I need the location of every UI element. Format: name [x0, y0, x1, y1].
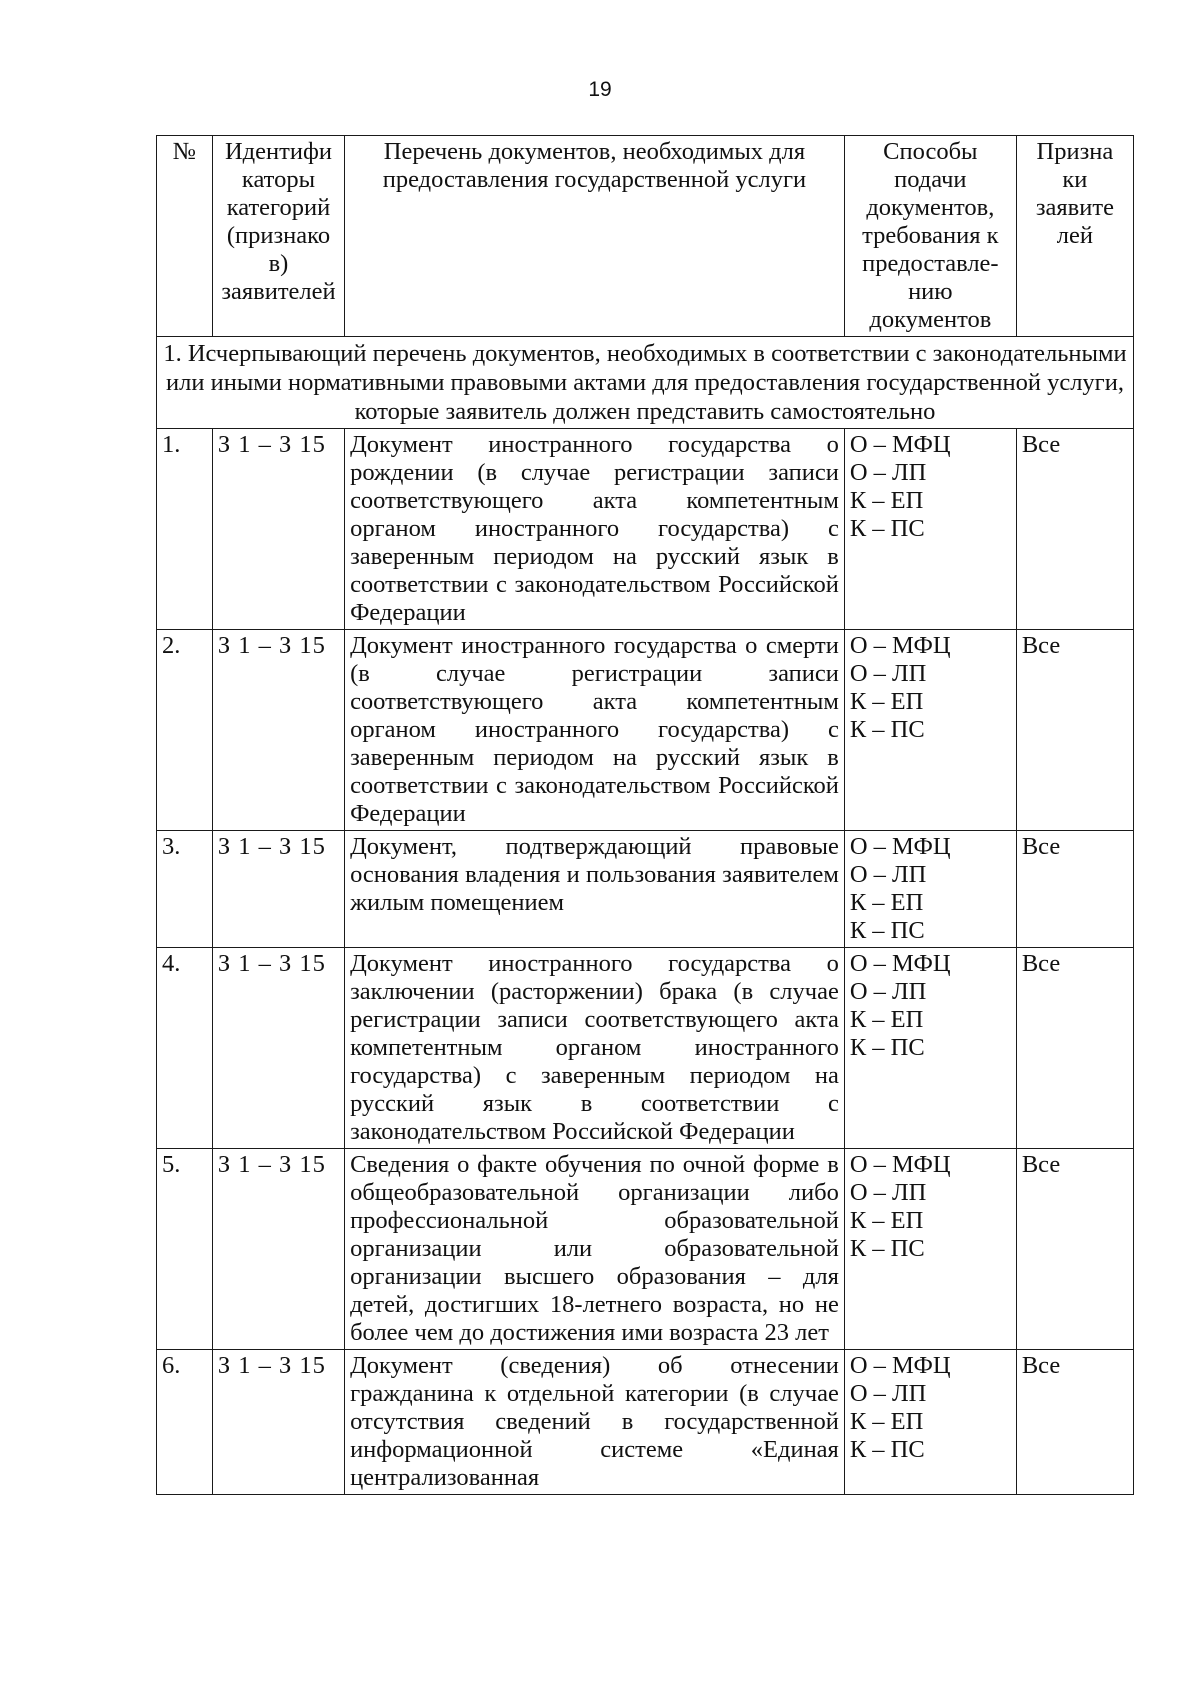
- row-identifiers: З 1 – З 15: [212, 831, 344, 948]
- table-row: [157, 630, 1134, 831]
- header-signs: Призна ки заявите лей: [1016, 136, 1133, 337]
- row-submission: О – МФЦ О – ЛП К – ЕП К – ПС: [844, 948, 1016, 1149]
- row-number: 2.: [157, 630, 213, 831]
- row-submission: О – МФЦ О – ЛП К – ЕП К – ПС: [844, 831, 1016, 948]
- table-row: [157, 1350, 1134, 1495]
- row-signs: Все: [1016, 1149, 1133, 1350]
- header-identifiers: Идентифи каторы категорий (признако в) заявителей: [212, 136, 344, 337]
- table-row: [157, 429, 1134, 630]
- section-title-row: [157, 337, 1134, 429]
- row-document: Документ, подтверждающий правовые основания владения и пользования заявителем жилым помещением: [345, 831, 845, 948]
- table-row: [157, 1149, 1134, 1350]
- row-document: Документ иностранного государства о заключении (расторжении) брака (в случае регистрации записи соответствующего акта компетентным органом иностранного государства) с заверенным периодом на русский язык в соответствии с законодательством Российской Федерации: [345, 948, 845, 1149]
- header-number: №: [157, 136, 213, 337]
- row-document: Документ иностранного государства о рождении (в случае регистрации записи соответствующего акта компетентным органом иностранного государства) с заверенным периодом на русский язык в соответствии с законодательством Российской Федерации: [345, 429, 845, 630]
- row-document: Сведения о факте обучения по очной форме в общеобразовательной организации либо профессиональной образовательной организации или образовательной организации высшего образования – для детей, достигших 18-летнего возраста, но не более чем до достижения ими возраста 23 лет: [345, 1149, 845, 1350]
- row-number: 5.: [157, 1149, 213, 1350]
- row-identifiers: З 1 – З 15: [212, 1350, 344, 1495]
- table-header-row: [157, 136, 1134, 337]
- row-submission: О – МФЦ О – ЛП К – ЕП К – ПС: [844, 429, 1016, 630]
- row-number: 1.: [157, 429, 213, 630]
- section-title: 1. Исчерпывающий перечень документов, необходимых в соответствии с законодательными или иными нормативными правовыми актами для предоставления государственной услуги, которые заявитель должен представить самостоятельно: [157, 337, 1134, 429]
- row-number: 3.: [157, 831, 213, 948]
- row-identifiers: З 1 – З 15: [212, 630, 344, 831]
- row-number: 6.: [157, 1350, 213, 1495]
- header-documents: Перечень документов, необходимых для предоставления государственной услуги: [345, 136, 845, 337]
- table-row: [157, 948, 1134, 1149]
- table-row: [157, 831, 1134, 948]
- page-number: 19: [588, 78, 612, 101]
- row-number: 4.: [157, 948, 213, 1149]
- row-identifiers: З 1 – З 15: [212, 948, 344, 1149]
- row-signs: Все: [1016, 1350, 1133, 1495]
- row-signs: Все: [1016, 429, 1133, 630]
- row-document: Документ иностранного государства о смерти (в случае регистрации записи соответствующего акта компетентным органом иностранного государства) с заверенным периодом на русский язык в соответствии с законодательством Российской Федерации: [345, 630, 845, 831]
- row-signs: Все: [1016, 831, 1133, 948]
- row-identifiers: З 1 – З 15: [212, 1149, 344, 1350]
- documents-table: [156, 135, 1134, 1495]
- row-submission: О – МФЦ О – ЛП К – ЕП К – ПС: [844, 1149, 1016, 1350]
- row-submission: О – МФЦ О – ЛП К – ЕП К – ПС: [844, 1350, 1016, 1495]
- row-submission: О – МФЦ О – ЛП К – ЕП К – ПС: [844, 630, 1016, 831]
- row-signs: Все: [1016, 630, 1133, 831]
- row-identifiers: З 1 – З 15: [212, 429, 344, 630]
- header-submission: Способы подачи документов, требования к предоставле-нию документов: [844, 136, 1016, 337]
- row-document: Документ (сведения) об отнесении гражданина к отдельной категории (в случае отсутствия сведений в государственной информационной системе «Единая централизованная: [345, 1350, 845, 1495]
- row-signs: Все: [1016, 948, 1133, 1149]
